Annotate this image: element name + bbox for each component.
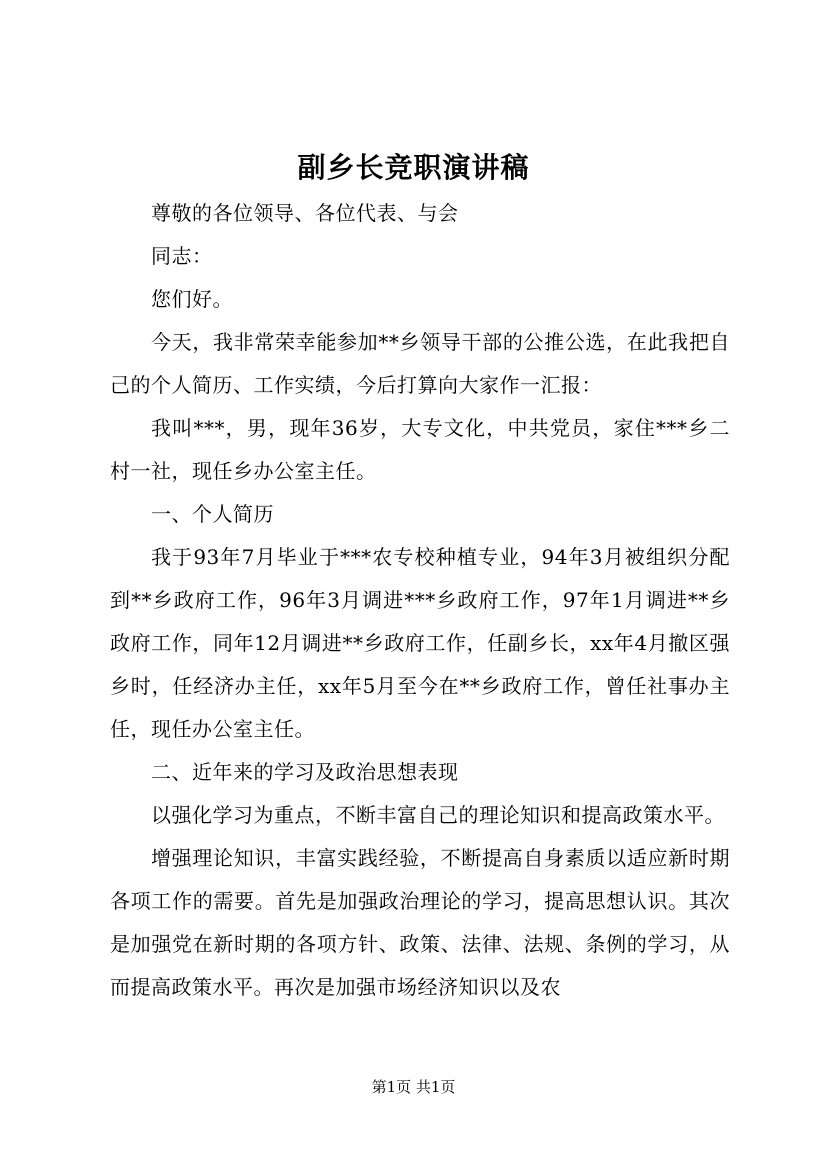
paragraph-intro: 今天，我非常荣幸能参加**乡领导干部的公推公选，在此我把自己的个人简历、工作实绩，今后打算向大家作一汇报： <box>110 330 730 397</box>
section-heading-study: 二、近年来的学习及政治思想表现 <box>151 760 459 784</box>
paragraph-greeting: 您们好。 <box>151 287 233 311</box>
paragraph-resume: 我于93年7月毕业于***农专校种植专业，94年3月被组织分配到**乡政府工作，96年3月调进***乡政府工作，97年1月调进**乡政府工作，同年12月调进**乡政府工作，任副乡长，xx年4月撤区强乡时，任经济办主任，xx年5月至今在**乡政府工作，曾任社事办主任，现任办公室主任。 <box>110 545 730 741</box>
document-title: 副乡长竞职演讲稿 <box>297 151 530 184</box>
paragraph-study-detail: 增强理论知识，丰富实践经验，不断提高自身素质以适应新时期各项工作的需要。首先是加强政治理论的学习，提高思想认识。其次是加强党在新时期的各项方针、政策、法律、法规、条例的学习，从而提高政策水平。再次是加强市场经济知识以及农 <box>110 846 730 999</box>
paragraph-study-focus: 以强化学习为重点，不断丰富自己的理论知识和提高政策水平。 <box>151 803 725 827</box>
section-heading-resume: 一、个人简历 <box>151 502 274 526</box>
paragraph-salutation-cont: 同志： <box>151 244 213 268</box>
paragraph-self-intro: 我叫***，男，现年36岁，大专文化，中共党员，家住***乡二村一社，现任乡办公室主任。 <box>110 416 730 483</box>
document-body <box>110 192 730 1009</box>
paragraph-salutation: 尊敬的各位领导、各位代表、与会 <box>151 201 459 225</box>
page-footer: 第1页 共1页 <box>371 1078 456 1096</box>
